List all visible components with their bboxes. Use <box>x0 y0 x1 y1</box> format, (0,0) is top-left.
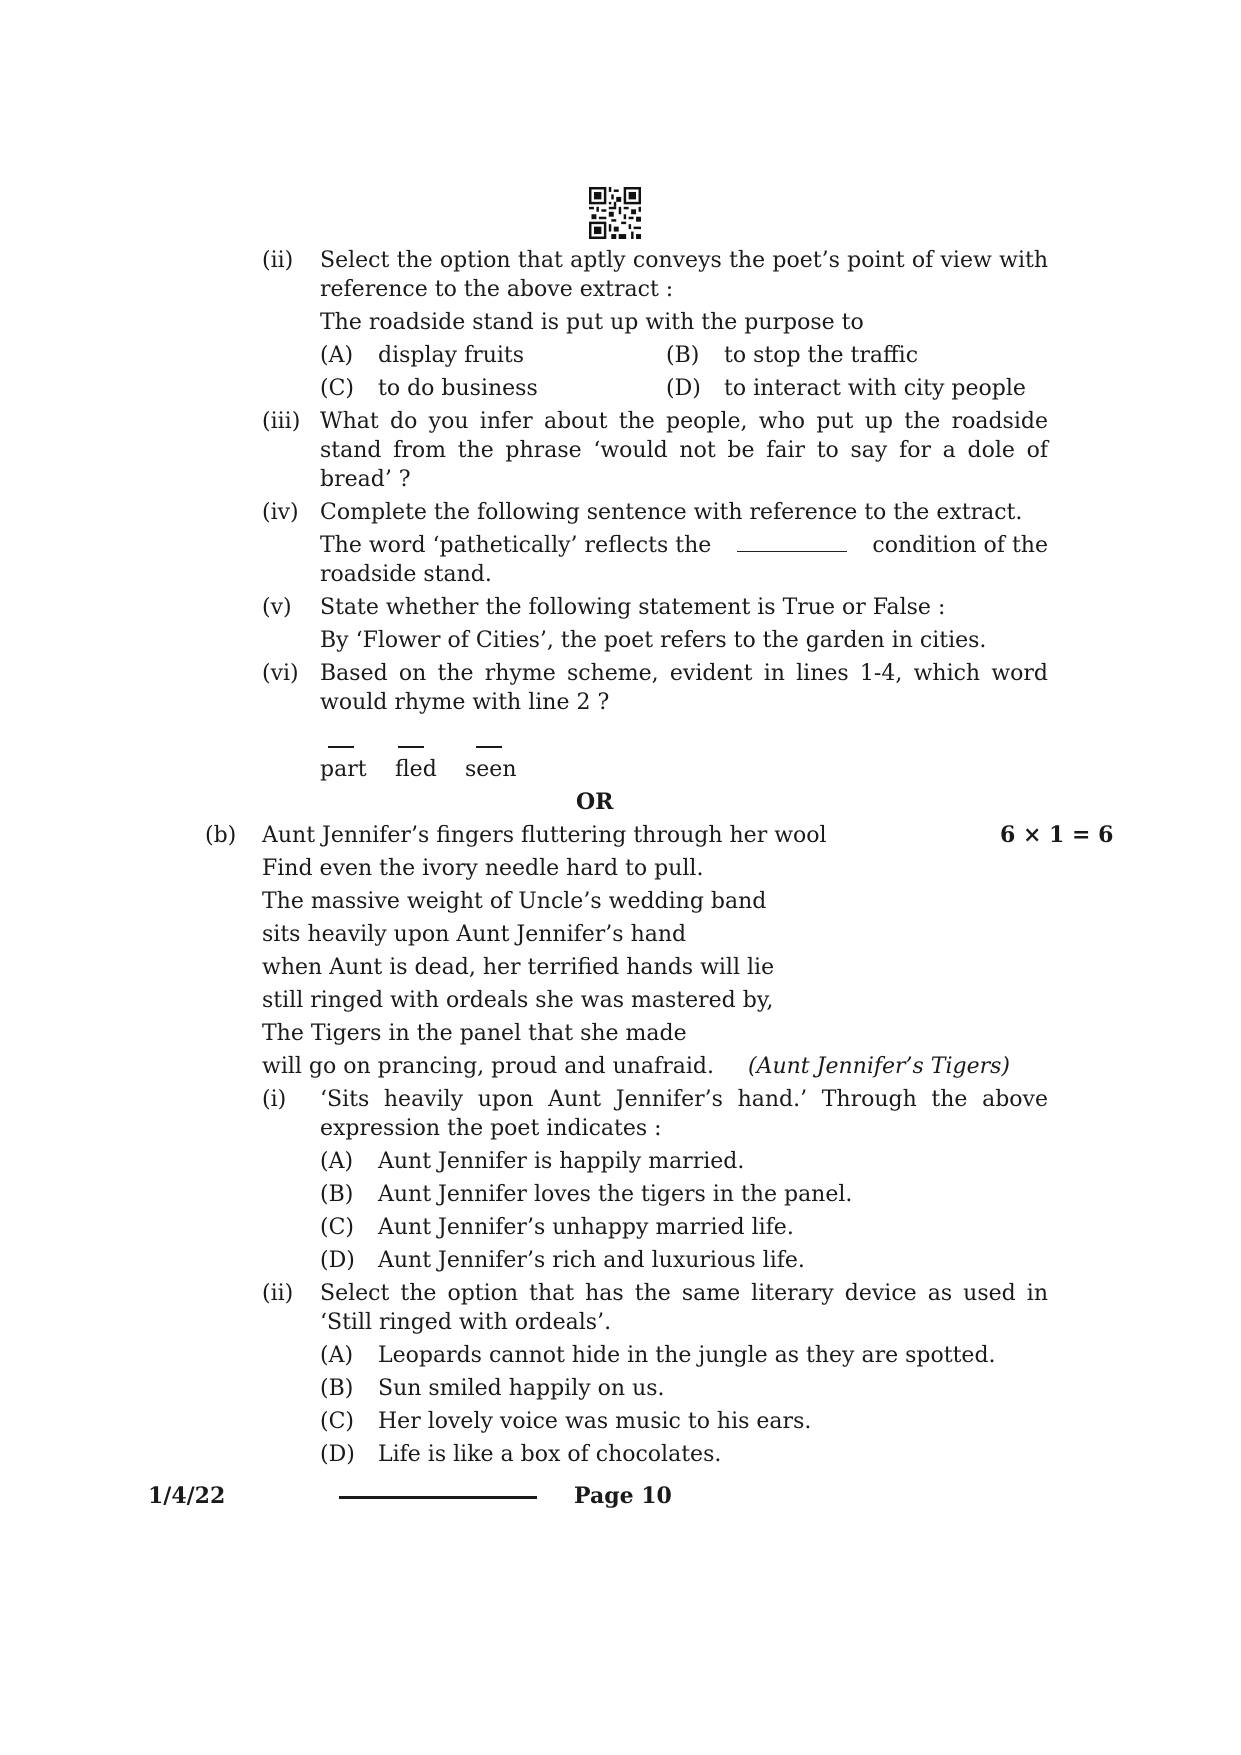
option-label: (D) <box>320 1248 355 1273</box>
option-text: Aunt Jennifer’s rich and luxurious life. <box>378 1248 805 1273</box>
option-label: (B) <box>320 1376 354 1401</box>
sentence-start: The word ‘pathetically’ reflects the <box>320 533 712 558</box>
section-label: (b) <box>205 823 237 848</box>
option-text: Aunt Jennifer loves the tigers in the panel. <box>378 1182 853 1207</box>
question-text: What do you infer about the people, who put up the roadside <box>320 409 1048 434</box>
option-label: (A) <box>320 1343 354 1368</box>
option-label: (B) <box>320 1182 354 1207</box>
option-label: (A) <box>320 1149 354 1174</box>
poem-line: still ringed with ordeals she was mastered by, <box>262 988 774 1013</box>
poem-source: (Aunt Jennifer’s Tigers) <box>748 1054 1011 1079</box>
option-text: Her lovely voice was music to his ears. <box>378 1409 812 1434</box>
qr-code-icon <box>589 187 641 239</box>
poem-line: Aunt Jennifer’s fingers fluttering through her wool <box>262 823 827 848</box>
word-dash <box>398 746 424 748</box>
poem-line: Find even the ivory needle hard to pull. <box>262 856 704 881</box>
question-number: (vi) <box>262 661 299 686</box>
question-text: Based on the rhyme scheme, evident in lines 1-4, which word <box>320 661 1048 686</box>
question-text: reference to the above extract : <box>320 277 674 302</box>
marks-label: 6 × 1 = 6 <box>1000 822 1114 848</box>
option-text: Aunt Jennifer’s unhappy married life. <box>378 1215 794 1240</box>
question-text: Select the option that has the same literary device as used in <box>320 1281 1048 1306</box>
poem-line: The Tigers in the panel that she made <box>262 1021 687 1046</box>
option-label: (B) <box>666 343 700 368</box>
question-text: expression the poet indicates : <box>320 1116 662 1141</box>
option-text: Sun smiled happily on us. <box>378 1376 665 1401</box>
word-dash <box>328 746 354 748</box>
poem-line: will go on prancing, proud and unafraid. <box>262 1054 714 1079</box>
page-number: Page 10 <box>574 1483 672 1509</box>
question-number: (iv) <box>262 500 299 525</box>
question-number: (iii) <box>262 409 301 434</box>
poem-line: when Aunt is dead, her terrified hands will lie <box>262 955 775 980</box>
fill-in-sentence <box>320 531 1048 560</box>
question-text: ‘Sits heavily upon Aunt Jennifer’s hand.’ Through the above <box>320 1087 1048 1112</box>
question-text: Complete the following sentence with reference to the extract. <box>320 500 1023 525</box>
poem-line: sits heavily upon Aunt Jennifer’s hand <box>262 922 687 947</box>
option-label: (C) <box>320 1215 354 1240</box>
question-number: (ii) <box>262 248 294 273</box>
question-text: bread’ ? <box>320 467 411 492</box>
question-stem: The roadside stand is put up with the purpose to <box>320 310 864 335</box>
option-text: display fruits <box>378 343 525 368</box>
sentence-end: condition of the <box>872 533 1048 558</box>
answer-blank <box>737 531 847 552</box>
option-label: (D) <box>666 376 701 401</box>
or-divider: OR <box>576 789 614 815</box>
question-text: Select the option that aptly conveys the poet’s point of view with <box>320 248 1048 273</box>
option-text: to do business <box>378 376 538 401</box>
option-label: (C) <box>320 376 354 401</box>
footer-rule <box>339 1496 537 1499</box>
option-label: (D) <box>320 1442 355 1467</box>
question-text: State whether the following statement is True or False : <box>320 595 946 620</box>
question-number: (i) <box>262 1087 287 1112</box>
option-text: Aunt Jennifer is happily married. <box>378 1149 745 1174</box>
question-text: ‘Still ringed with ordeals’. <box>320 1310 612 1335</box>
option-text: Leopards cannot hide in the jungle as they are spotted. <box>378 1343 996 1368</box>
paper-code: 1/4/22 <box>148 1483 226 1509</box>
rhyme-word: fled <box>395 757 437 782</box>
option-text: to stop the traffic <box>724 343 919 368</box>
question-text: roadside stand. <box>320 562 492 587</box>
rhyme-word: seen <box>465 757 517 782</box>
question-text: would rhyme with line 2 ? <box>320 690 610 715</box>
option-label: (A) <box>320 343 354 368</box>
question-text: By ‘Flower of Cities’, the poet refers to the garden in cities. <box>320 628 987 653</box>
option-label: (C) <box>320 1409 354 1434</box>
question-number: (ii) <box>262 1281 294 1306</box>
question-number: (v) <box>262 595 292 620</box>
option-text: Life is like a box of chocolates. <box>378 1442 722 1467</box>
option-text: to interact with city people <box>724 376 1026 401</box>
question-text: stand from the phrase ‘would not be fair to say for a dole of <box>320 438 1048 463</box>
poem-line: The massive weight of Uncle’s wedding band <box>262 889 767 914</box>
rhyme-word: part <box>320 757 367 782</box>
word-dash <box>476 746 502 748</box>
